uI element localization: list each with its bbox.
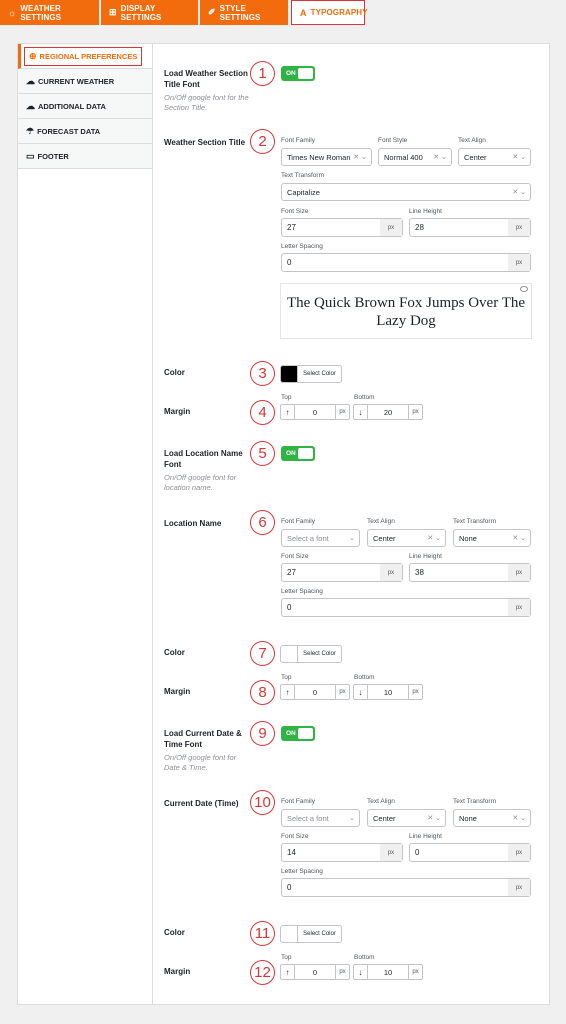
clear-caret-icon: ✕ ⌄ — [353, 154, 367, 161]
line-height-label: Line Height — [409, 208, 442, 215]
toggle-state: ON — [286, 730, 296, 737]
load-datetime-font-label: Load Current Date & Time Font — [164, 729, 242, 749]
text-align-label: Text Align — [367, 518, 395, 525]
datetime-margin-label: Margin — [164, 967, 191, 976]
tab-label: TYPOGRAPHY — [310, 8, 368, 17]
arrow-up-icon: ↑ — [281, 965, 295, 979]
select-value: None — [459, 533, 477, 543]
toggle-state: ON — [286, 70, 296, 77]
select-value: Times New Roman — [287, 152, 351, 162]
font-style-label: Font Style — [378, 137, 408, 144]
letter-spacing-label: Letter Spacing — [281, 868, 323, 875]
input-value: 38 — [415, 568, 424, 577]
caret-icon: ⌄ — [349, 815, 355, 822]
datetime-font-size-input[interactable] — [281, 843, 403, 862]
typography-icon: A — [300, 7, 307, 18]
sun-icon: ☼ — [8, 7, 17, 18]
section-title-label: Weather Section Title — [164, 138, 246, 147]
section-title-color-label: Color — [164, 368, 185, 377]
text-align-label: Text Align — [458, 137, 486, 144]
sidebar-item-regional-preferences[interactable] — [18, 44, 152, 69]
datetime-line-height-input[interactable] — [409, 843, 531, 862]
input-value: 0 — [415, 848, 420, 857]
input-value: 0 — [287, 258, 292, 267]
step-marker-4: 4 — [250, 400, 275, 425]
font-family-label: Font Family — [281, 798, 315, 805]
section-title-margin-bottom-input[interactable] — [353, 404, 423, 420]
arrow-down-icon: ↓ — [354, 405, 368, 419]
clear-caret-icon: ✕ ⌄ — [433, 154, 447, 161]
step-marker-8: 8 — [250, 680, 275, 705]
settings-tabs — [0, 0, 566, 26]
select-value: Center — [464, 152, 487, 162]
sidebar-item-label: CURRENT WEATHER — [38, 76, 115, 86]
input-value: 10 — [383, 687, 393, 697]
location-font-size-input[interactable] — [281, 563, 403, 582]
font-size-label: Font Size — [281, 208, 309, 215]
text-transform-label: Text Transform — [453, 798, 496, 805]
sidebar-item-footer[interactable] — [18, 144, 152, 169]
color-swatch — [281, 646, 298, 662]
tab-label: WEATHER SETTINGS — [20, 3, 62, 22]
load-location-font-label: Load Location Name Font — [164, 449, 243, 469]
arrow-down-icon: ↓ — [354, 685, 368, 699]
step-marker-1: 1 — [250, 61, 275, 86]
location-text-align-select[interactable] — [367, 529, 446, 547]
datetime-color-picker[interactable] — [280, 925, 342, 943]
location-line-height-input[interactable] — [409, 563, 531, 582]
section-title-font-size-input[interactable] — [281, 218, 403, 237]
unit-label: px — [380, 564, 402, 581]
location-margin-label: Margin — [164, 687, 191, 696]
step-marker-9: 9 — [250, 721, 275, 746]
unit-label: px — [508, 879, 530, 896]
tab-weather-settings[interactable] — [0, 0, 99, 25]
unit-label: px — [508, 599, 530, 616]
margin-bottom-label: Bottom — [354, 394, 375, 401]
sidebar-item-forecast-data[interactable] — [18, 119, 152, 144]
section-title-color-picker[interactable] — [280, 365, 342, 383]
unit-label: px — [408, 965, 422, 979]
select-value: Center — [373, 533, 396, 543]
tab-label: DISPLAY SETTINGS — [120, 3, 162, 22]
load-datetime-font-desc: On/Off google font for Date & Time. — [164, 753, 237, 772]
select-value: Normal 400 — [384, 152, 423, 162]
preview-text: The Quick Brown Fox Jumps Over The Lazy Dog — [286, 295, 526, 329]
datetime-font-toggle[interactable] — [281, 726, 315, 741]
toggle-knob — [298, 728, 313, 739]
color-swatch — [281, 926, 298, 942]
select-value: Capitalize — [287, 187, 320, 197]
sidebar-item-label: FORECAST DATA — [37, 126, 101, 136]
input-value: 10 — [383, 967, 393, 977]
text-transform-label: Text Transform — [281, 172, 324, 179]
line-height-label: Line Height — [409, 553, 442, 560]
section-title-margin-top-input[interactable] — [280, 404, 350, 420]
font-size-label: Font Size — [281, 553, 309, 560]
font-size-label: Font Size — [281, 833, 309, 840]
letter-spacing-label: Letter Spacing — [281, 588, 323, 595]
toggle-knob — [298, 68, 313, 79]
location-color-label: Color — [164, 648, 185, 657]
select-value: None — [459, 813, 477, 823]
section-title-text-align-select[interactable] — [458, 148, 531, 166]
unit-label: px — [380, 219, 402, 236]
brush-icon: ✐ — [208, 7, 216, 17]
font-family-label: Font Family — [281, 518, 315, 525]
step-marker-12: 12 — [250, 960, 275, 985]
step-marker-5: 5 — [250, 441, 275, 466]
letter-spacing-label: Letter Spacing — [281, 243, 323, 250]
tab-label: STYLE SETTINGS — [219, 3, 261, 22]
clear-caret-icon: ✕ ⌄ — [427, 815, 441, 822]
margin-top-label: Top — [281, 674, 292, 681]
clear-caret-icon: ✕ ⌄ — [512, 815, 526, 822]
input-value: 0 — [312, 407, 318, 417]
section-title-font-toggle[interactable] — [281, 66, 315, 81]
input-value: 20 — [383, 407, 393, 417]
section-title-text-transform-select[interactable] — [281, 183, 531, 201]
input-value: 28 — [415, 223, 424, 232]
unit-label: px — [508, 254, 530, 271]
sidebar-item-label: ADDITIONAL DATA — [38, 101, 106, 111]
section-title-font-family-select[interactable] — [281, 148, 372, 166]
toggle-state: ON — [286, 450, 296, 457]
unit-label: px — [508, 219, 530, 236]
unit-label: px — [335, 965, 349, 979]
clear-caret-icon: ✕ ⌄ — [427, 535, 441, 542]
load-section-title-font-label: Load Weather Section Title Font — [164, 69, 248, 89]
unit-label: px — [508, 564, 530, 581]
margin-bottom-label: Bottom — [354, 674, 375, 681]
arrow-up-icon: ↑ — [281, 405, 295, 419]
load-location-font-desc: On/Off google font for location name. — [164, 473, 237, 492]
section-title-letter-spacing-input[interactable] — [281, 253, 531, 272]
globe-icon: ⊕ — [29, 50, 37, 61]
grid-icon: ⊞ — [109, 7, 117, 17]
tab-style-settings[interactable] — [200, 0, 288, 25]
forecast-icon: ☂ — [26, 125, 35, 136]
section-title-line-height-input[interactable] — [409, 218, 531, 237]
active-outline — [24, 47, 142, 66]
margin-bottom-label: Bottom — [354, 954, 375, 961]
clear-caret-icon: ✕ ⌄ — [512, 154, 526, 161]
toggle-knob — [298, 448, 313, 459]
select-color-label: Select Color — [303, 371, 336, 377]
step-marker-11: 11 — [250, 921, 275, 946]
step-marker-10: 10 — [250, 790, 275, 815]
clear-caret-icon: ✕ ⌄ — [512, 535, 526, 542]
select-placeholder: Select a font — [287, 533, 329, 543]
sidebar-item-label: FOOTER — [37, 151, 69, 161]
tab-display-settings[interactable] — [101, 0, 198, 25]
clear-caret-icon: ✕ ⌄ — [512, 189, 526, 196]
load-section-title-font-desc: On/Off google font for the Section Title. — [164, 93, 249, 112]
text-align-label: Text Align — [367, 798, 395, 805]
unit-label: px — [508, 844, 530, 861]
unit-label: px — [335, 405, 349, 419]
location-margin-top-input[interactable] — [280, 684, 350, 700]
sidebar-item-current-weather[interactable] — [18, 69, 152, 94]
step-marker-6: 6 — [250, 510, 275, 535]
font-preview — [280, 283, 532, 339]
tab-typography[interactable] — [291, 0, 368, 25]
arrow-down-icon: ↓ — [354, 965, 368, 979]
datetime-text-transform-select[interactable] — [453, 809, 531, 827]
caret-icon: ⌄ — [349, 535, 355, 542]
section-title-font-style-select[interactable] — [378, 148, 452, 166]
input-value: 0 — [287, 883, 292, 892]
arrow-up-icon: ↑ — [281, 685, 295, 699]
input-value: 0 — [312, 687, 318, 697]
location-name-label: Location Name — [164, 519, 222, 528]
datetime-color-label: Color — [164, 928, 185, 937]
location-font-toggle[interactable] — [281, 446, 315, 461]
sidebar — [18, 44, 153, 1004]
location-color-picker[interactable] — [280, 645, 342, 663]
step-marker-7: 7 — [250, 641, 275, 666]
margin-top-label: Top — [281, 394, 292, 401]
text-transform-label: Text Transform — [453, 518, 496, 525]
location-font-family-select[interactable] — [281, 529, 360, 547]
input-value: 27 — [287, 223, 296, 232]
select-placeholder: Select a font — [287, 813, 329, 823]
input-value: 27 — [287, 568, 296, 577]
current-date-label: Current Date (Time) — [164, 799, 239, 808]
unit-label: px — [335, 685, 349, 699]
datetime-margin-top-input[interactable] — [280, 964, 350, 980]
cloud-data-icon: ☁ — [26, 100, 35, 111]
input-value: 14 — [287, 848, 296, 857]
datetime-font-family-select[interactable] — [281, 809, 360, 827]
unit-label: px — [408, 405, 422, 419]
location-text-transform-select[interactable] — [453, 529, 531, 547]
input-value: 0 — [312, 967, 318, 977]
select-value: Center — [373, 813, 396, 823]
location-margin-bottom-input[interactable] — [353, 684, 423, 700]
step-marker-2: 2 — [250, 129, 275, 154]
input-value: 0 — [287, 603, 292, 612]
color-swatch — [281, 366, 298, 382]
datetime-text-align-select[interactable] — [367, 809, 446, 827]
eye-icon[interactable] — [520, 286, 528, 292]
footer-icon: ▭ — [26, 150, 35, 161]
select-color-label: Select Color — [303, 931, 336, 937]
unit-label: px — [408, 685, 422, 699]
sidebar-item-additional-data[interactable] — [18, 94, 152, 119]
datetime-letter-spacing-input[interactable] — [281, 878, 531, 897]
font-family-label: Font Family — [281, 137, 315, 144]
select-color-label: Select Color — [303, 651, 336, 657]
datetime-margin-bottom-input[interactable] — [353, 964, 423, 980]
location-letter-spacing-input[interactable] — [281, 598, 531, 617]
line-height-label: Line Height — [409, 833, 442, 840]
margin-top-label: Top — [281, 954, 292, 961]
sidebar-item-label: REGIONAL PREFERENCES — [39, 51, 138, 61]
unit-label: px — [380, 844, 402, 861]
cloud-icon: ☁ — [26, 75, 35, 86]
step-marker-3: 3 — [250, 361, 275, 386]
section-title-margin-label: Margin — [164, 407, 191, 416]
